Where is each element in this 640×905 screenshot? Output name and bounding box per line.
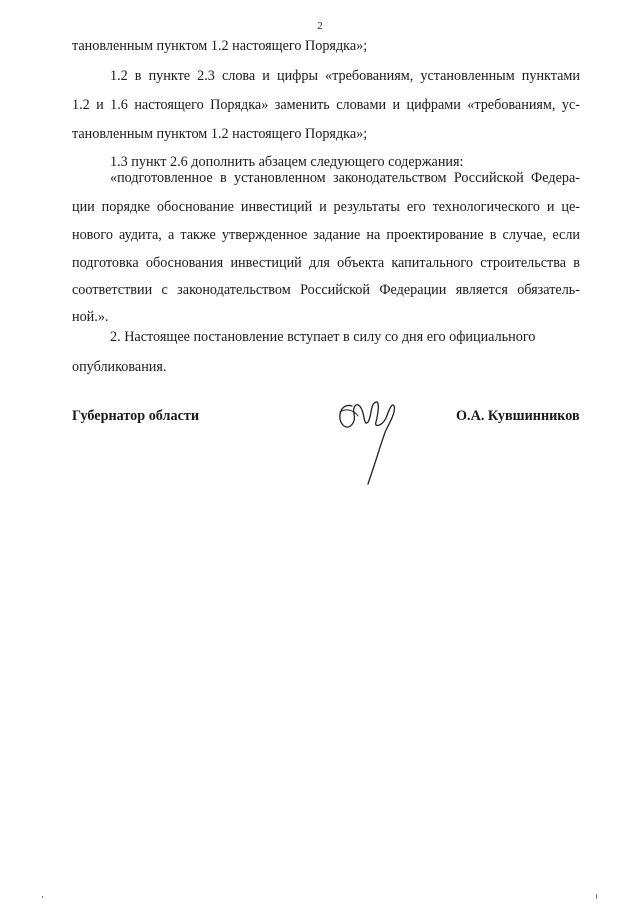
text-line-4: тановленным пунктом 1.2 настоящего Порядка»; (72, 126, 368, 142)
text-line-9: подготовка обоснования инвестиций для объекта капитального строительства в (72, 255, 580, 271)
signer-name: О.А. Кувшинников (456, 408, 580, 424)
signer-position: Губернатор области (72, 408, 200, 424)
text-line-1: тановленным пунктом 1.2 настоящего Порядка»; (72, 38, 368, 54)
text-line-8: нового аудита, а также утвержденное задание на проектирование в случае, если (72, 227, 580, 243)
text-line-7: ции порядке обоснование инвестиций и результаты его технологического и це- (72, 199, 580, 215)
text-line-12: 2. Настоящее постановление вступает в силу со дня его официального (110, 329, 536, 345)
text-line-5: 1.3 пункт 2.6 дополнить абзацем следующего содержания: (110, 154, 464, 170)
scan-artifact (596, 894, 597, 899)
text-line-6: «подготовленное в установленном законодательством Российской Федера- (110, 170, 580, 186)
text-line-13: опубликования. (72, 359, 167, 375)
text-line-10: соответствии с законодательством Российской Федерации является обязатель- (72, 282, 580, 298)
text-line-3: 1.2 и 1.6 настоящего Порядка» заменить словами и цифрами «требованиям, ус- (72, 97, 580, 113)
text-line-11: ной.». (72, 309, 109, 325)
signature-mark-icon (332, 392, 404, 488)
page-number: 2 (317, 20, 323, 32)
text-line-2: 1.2 в пункте 2.3 слова и цифры «требованиям, установленным пунктами (110, 68, 580, 84)
scan-artifact (42, 896, 43, 898)
